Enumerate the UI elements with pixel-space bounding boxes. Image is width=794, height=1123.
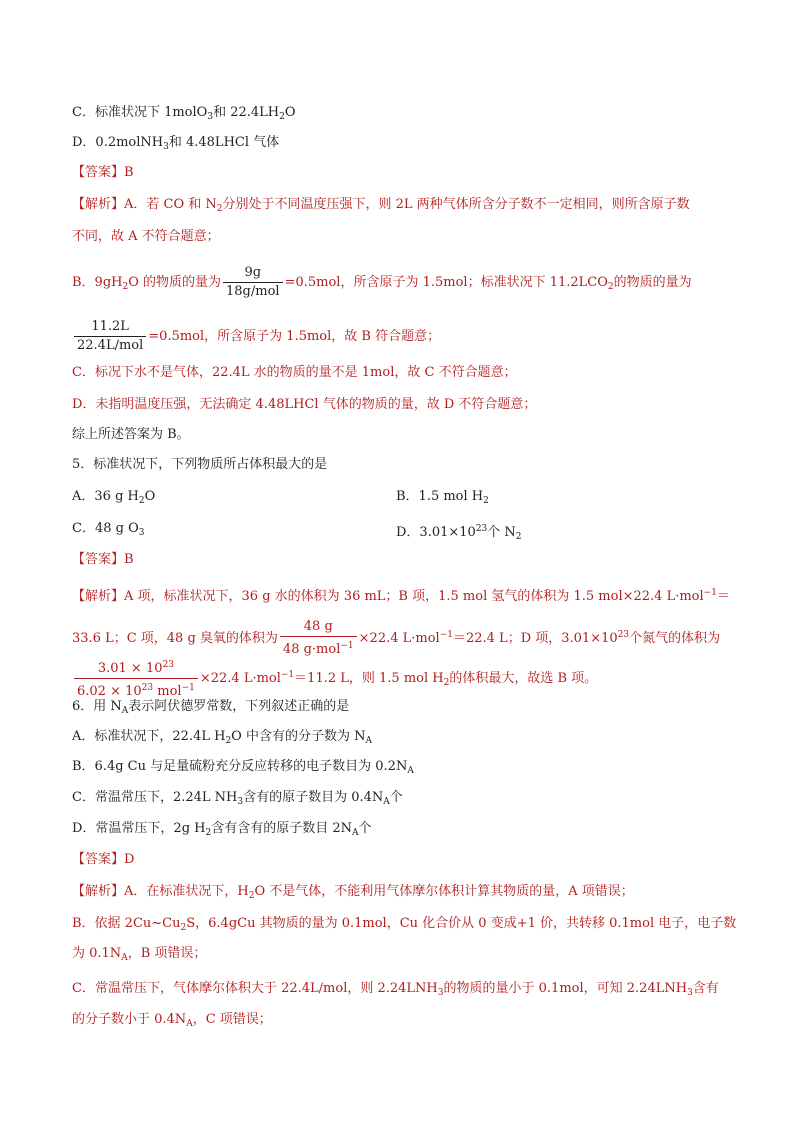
q4-analysis-d: D．未指明温度压强，无法确定 4.48LHCl 气体的物质的量，故 D 不符合题意； (72, 397, 537, 412)
q4-analysis-a-line1: 【解析】A．若 CO 和 $N_2$分别处于不同温度压强下，则 2L 两种气体所含分子数不一定相同，则所含原子数 (72, 197, 690, 214)
q6-analysis-c-line1: C．常温常压下，气体摩尔体积大于 22.4L/mol，则 $2.24LNH_3$的物质的量小于 0.1mol，可知 $2.24LNH_3$含有 (72, 981, 719, 998)
q4-analysis-a-line2: 不同，故 A 不符合题意； (72, 229, 220, 244)
q5-option-b: B．1.5 mol $H_2$ (396, 489, 489, 506)
q6-analysis-b-line2: 为 $0.1N_A$，B 项错误； (72, 946, 207, 963)
q6-analysis-c-line2: 的分子数小于 $0.4N_A$，C 项错误； (72, 1012, 272, 1029)
q6-option-d: D．常温常压下，2g $H_2$含有含有的原子数目 $2N_A$个 (72, 821, 372, 838)
fraction: $\frac{48 g}{48 g\cdot mol^{-1}}$ (280, 618, 357, 659)
q6-option-a: A．标准状况下，22.4L $H_2O$ 中含有的分子数为 $N_A$ (72, 729, 372, 746)
fraction: $\frac{3.01 \times 10^{23}}{6.02 \times 10^{23} mol^{-1}}$ (74, 656, 198, 701)
q6-analysis-b-line1: B．依据 $2Cu\sim Cu_2S$，6.4gCu 其物质的量为 0.1mol，Cu 化合价从 0 变成+1 价，共转移 0.1mol 电子，电子数 (72, 916, 737, 933)
q5-analysis-line3: $\frac{3.01 \times 10^{23}}{6.02 \times 10^{23} mol^{-1}}$ ×22.4 L·mol$^{-1}$＝11.2 L，则 1.5 mol $H_2$的体积最大，故选 B 项。 (72, 656, 597, 701)
q6-answer: 【答案】D (72, 852, 135, 867)
q6-analysis-a: 【解析】A．在标准状况下，$H_2O$ 不是气体，不能利用气体摩尔体积计算其物质的量，A 项错误； (72, 884, 634, 901)
q5-option-d: D．$3.01\times 10^{23}$个 $N_2$ (396, 524, 522, 542)
fraction: $\frac{11.2L}{\text{22.4L/mol}}$ (74, 318, 146, 355)
q6-stem: 6．用 $N_A$表示阿伏德罗常数，下列叙述正确的是 (72, 699, 350, 716)
q6-option-b: B．6.4g Cu 与足量硫粉充分反应转移的电子数目为 $0.2N_A$ (72, 759, 414, 776)
q4-analysis-b-line2: $\frac{11.2L}{\text{22.4L/mol}}$ =0.5mol，所含原子为 1.5mol，故 B 符合题意； (72, 318, 440, 355)
q5-analysis-line2: 33.6 L；C 项，48 g 臭氧的体积为 $\frac{48 g}{48 g\cdot mol^{-1}}$ ×22.4 L·mol$^{-1}$＝22.4 L；D 项，$3.01\times 10^{23}$个氮气的体积为 (72, 619, 721, 657)
q4-option-d: D．0.2molNH$_3$和 4.48LHCl 气体 (72, 135, 280, 152)
q6-option-c: C．常温常压下，2.24L $NH_3$含有的原子数目为 $0.4N_A$个 (72, 790, 403, 807)
q4-summary: 综上所述答案为 B。 (72, 427, 190, 442)
q4-analysis-b-line1: B．$9gH_2O$ 的物质的量为 $\frac{9g}{\text{18g/mol}}$ =0.5mol，所含原子为 1.5mol；标准状况下 $11.2LCO_2$的物质的量为 (72, 265, 692, 299)
q5-analysis-line1: 【解析】A 项，标准状况下，36 g 水的体积为 36 mL；B 项，1.5 mol 氢气的体积为 1.5 mol×22.4 L·mol$^{-1}$＝ (72, 588, 730, 604)
fraction: $\frac{9g}{\text{18g/mol}}$ (223, 264, 283, 301)
q5-options-row1 (72, 488, 155, 510)
q5-stem: 5．标准状况下，下列物质所占体积最大的是 (72, 457, 328, 472)
q4-analysis-c: C．标况下水不是气体，22.4L 水的物质的量不是 1mol，故 C 不符合题意； (72, 365, 517, 380)
q4-answer: 【答案】B (72, 165, 134, 180)
q5-option-c: C．48 g $O_3$ (72, 521, 145, 538)
q4-option-c: C．标准状况下 1molO$_3$和 $22.4LH_2O$ (72, 105, 296, 122)
q5-option-a: A．36 g $H_2O$ (72, 489, 156, 506)
q5-answer: 【答案】B (72, 552, 134, 567)
